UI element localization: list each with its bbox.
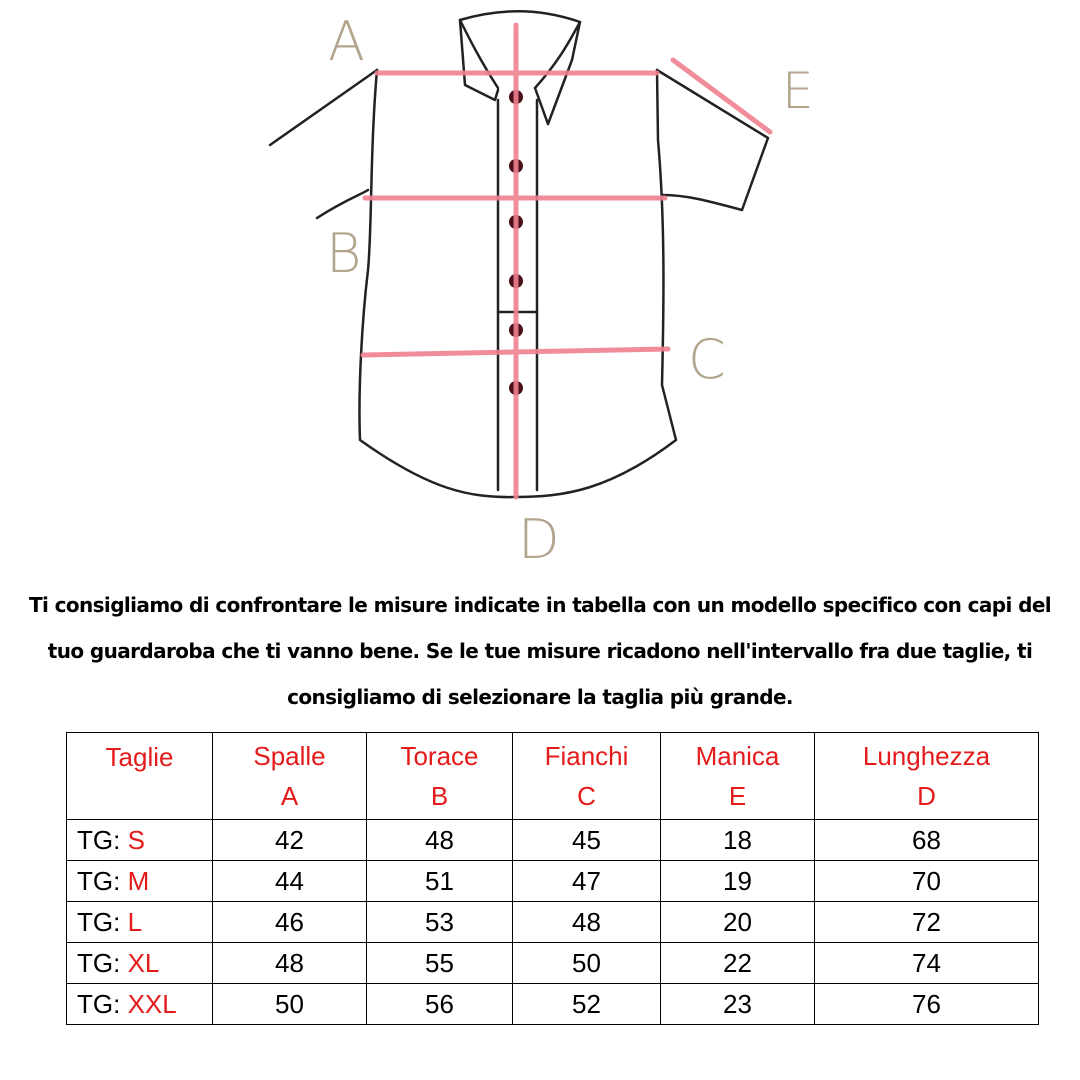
table-cell: 55 — [367, 943, 513, 984]
table-cell: 48 — [213, 943, 367, 984]
table-row — [67, 943, 1039, 984]
table-cell: 47 — [513, 861, 661, 902]
table-cell: 20 — [661, 902, 815, 943]
measurement-lines — [363, 25, 770, 497]
table-row — [67, 984, 1039, 1025]
label-a: A — [328, 10, 365, 73]
table-cell: 22 — [661, 943, 815, 984]
size-cell: TG: L — [67, 902, 213, 943]
table-cell: 23 — [661, 984, 815, 1025]
label-b: B — [326, 222, 362, 285]
table-cell: 44 — [213, 861, 367, 902]
advice-line: tuo guardaroba che ti vanno bene. Se le tue misure ricadono nell'intervallo fra due taglie, ti — [47, 639, 1033, 663]
table-cell: 50 — [513, 943, 661, 984]
header-fianchi: Fianchi C — [513, 733, 661, 820]
table-header-row — [67, 733, 1039, 820]
header-manica: Manica E — [661, 733, 815, 820]
size-cell: TG: XXL — [67, 984, 213, 1025]
table-cell: 72 — [815, 902, 1039, 943]
size-cell: TG: S — [67, 820, 213, 861]
label-e: E — [782, 62, 814, 120]
header-spalle: Spalle A — [213, 733, 367, 820]
table-cell: 48 — [367, 820, 513, 861]
table-cell: 68 — [815, 820, 1039, 861]
size-cell: TG: M — [67, 861, 213, 902]
table-cell: 46 — [213, 902, 367, 943]
table-cell: 51 — [367, 861, 513, 902]
advice-line: consigliamo di selezionare la taglia più grande. — [287, 685, 793, 709]
header-torace: Torace B — [367, 733, 513, 820]
table-row — [67, 820, 1039, 861]
advice-text — [0, 582, 1080, 720]
advice-line: Ti consigliamo di confrontare le misure indicate in tabella con un modello specifico con capi del — [28, 593, 1052, 617]
table-cell: 70 — [815, 861, 1039, 902]
table-cell: 50 — [213, 984, 367, 1025]
measure-line-e — [673, 60, 770, 132]
table-cell: 56 — [367, 984, 513, 1025]
table-cell: 53 — [367, 902, 513, 943]
label-c: C — [688, 328, 726, 391]
header-lunghezza: Lunghezza D — [815, 733, 1039, 820]
table-cell: 76 — [815, 984, 1039, 1025]
table-row — [67, 902, 1039, 943]
size-table — [66, 732, 1039, 1025]
table-cell: 52 — [513, 984, 661, 1025]
table-cell: 45 — [513, 820, 661, 861]
label-d: D — [518, 508, 560, 571]
table-cell: 18 — [661, 820, 815, 861]
size-cell: TG: XL — [67, 943, 213, 984]
header-taglie: Taglie — [67, 733, 213, 820]
table-row — [67, 861, 1039, 902]
table-cell: 48 — [513, 902, 661, 943]
table-cell: 19 — [661, 861, 815, 902]
table-cell: 42 — [213, 820, 367, 861]
table-cell: 74 — [815, 943, 1039, 984]
